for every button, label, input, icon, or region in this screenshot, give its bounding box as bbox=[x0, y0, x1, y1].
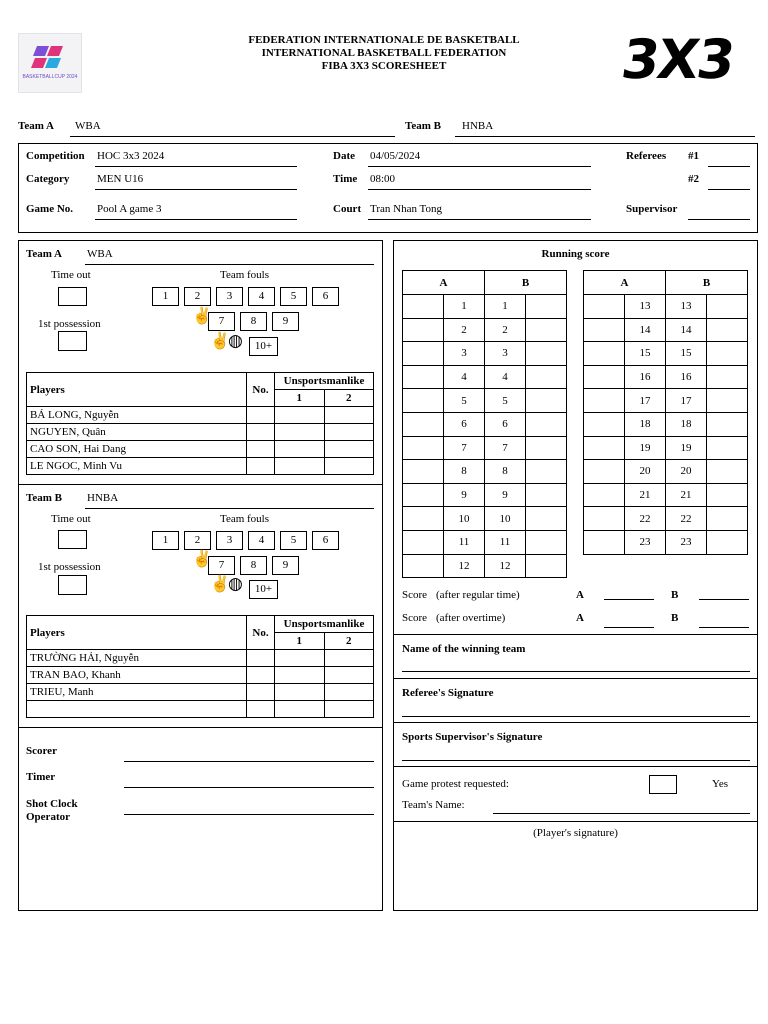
running-score-row bbox=[403, 412, 567, 436]
unsportsmanlike-1-cell[interactable] bbox=[275, 458, 325, 475]
unsportsmanlike-2-cell[interactable] bbox=[324, 684, 374, 701]
score-number-a: 14 bbox=[625, 318, 666, 342]
score-number-b: 17 bbox=[666, 389, 707, 413]
unsportsmanlike-1-cell[interactable] bbox=[275, 407, 325, 424]
category-label: Category bbox=[26, 173, 70, 185]
player-signature-label: (Player's signature) bbox=[533, 827, 618, 839]
team-b-foul-7[interactable]: 7 bbox=[208, 556, 235, 575]
team-a-panel-name: WBA bbox=[87, 248, 113, 260]
score-number-b: 21 bbox=[666, 483, 707, 507]
unsportsmanlike-1-cell[interactable] bbox=[275, 684, 325, 701]
score-number-b: 11 bbox=[485, 530, 526, 554]
running-score-col-a: A bbox=[584, 271, 666, 295]
running-score-row bbox=[584, 530, 748, 554]
competition-value[interactable]: HOC 3x3 2024 bbox=[97, 150, 165, 162]
score-number-a: 20 bbox=[625, 460, 666, 484]
supervisor-signature-line[interactable] bbox=[402, 760, 750, 761]
supervisor-label: Supervisor bbox=[626, 203, 678, 215]
score-number-a: 2 bbox=[444, 318, 485, 342]
date-label: Date bbox=[333, 150, 355, 162]
unsportsmanlike-2-cell[interactable] bbox=[324, 424, 374, 441]
score-regular-a-label: A bbox=[576, 589, 584, 601]
score-number-a: 1 bbox=[444, 295, 485, 319]
score-number-b: 12 bbox=[485, 554, 526, 578]
score-overtime-a-line[interactable] bbox=[604, 627, 654, 628]
team-b-foul-5[interactable]: 5 bbox=[280, 531, 307, 550]
unsportsmanlike-2: 2 bbox=[324, 633, 374, 650]
score-number-b: 13 bbox=[666, 295, 707, 319]
table-row bbox=[27, 424, 374, 441]
score-regular-sub: (after regular time) bbox=[436, 589, 520, 601]
score-number-b: 5 bbox=[485, 389, 526, 413]
winning-team-line[interactable] bbox=[402, 671, 750, 672]
score-mark-b[interactable] bbox=[526, 389, 567, 413]
running-score-row bbox=[403, 365, 567, 389]
team-a-foul-6[interactable]: 6 bbox=[312, 287, 339, 306]
running-score-col-b: B bbox=[666, 271, 748, 295]
score-mark-b[interactable] bbox=[526, 530, 567, 554]
unsportsmanlike-1-cell[interactable] bbox=[275, 650, 325, 667]
score-number-b: 4 bbox=[485, 365, 526, 389]
player-name[interactable]: TRƯỜNG HẢI, Nguyễn bbox=[27, 650, 247, 667]
referee-signature-line[interactable] bbox=[402, 716, 750, 717]
team-b-panel-label: Team B bbox=[26, 492, 62, 504]
team-a-possession-label: 1st possession bbox=[38, 318, 101, 330]
category-value[interactable]: MEN U16 bbox=[97, 173, 144, 185]
team-b-foul-2[interactable]: 2 bbox=[184, 531, 211, 550]
logo-left bbox=[18, 33, 82, 93]
player-name[interactable]: TRIEU, Manh bbox=[27, 684, 247, 701]
running-score-header bbox=[584, 271, 748, 295]
player-number[interactable] bbox=[247, 424, 275, 441]
score-mark-b[interactable] bbox=[526, 295, 567, 319]
team-name-label: Team's Name: bbox=[402, 799, 465, 811]
score-number-a: 5 bbox=[444, 389, 485, 413]
team-a-foul-4[interactable]: 4 bbox=[248, 287, 275, 306]
running-score-row bbox=[584, 436, 748, 460]
score-mark-a[interactable] bbox=[403, 483, 444, 507]
team-a-name[interactable]: WBA bbox=[75, 120, 101, 132]
player-name[interactable]: LE NGOC, Minh Vu bbox=[27, 458, 247, 475]
running-score-row bbox=[584, 365, 748, 389]
team-a-foul-3[interactable]: 3 bbox=[216, 287, 243, 306]
player-number[interactable] bbox=[247, 407, 275, 424]
score-number-a: 13 bbox=[625, 295, 666, 319]
unsportsmanlike-2: 2 bbox=[324, 390, 374, 407]
score-overtime-a-label: A bbox=[576, 612, 584, 624]
score-mark-a[interactable] bbox=[403, 295, 444, 319]
scorer-label: Scorer bbox=[26, 745, 57, 757]
score-number-a: 18 bbox=[625, 412, 666, 436]
running-score-header bbox=[403, 271, 567, 295]
score-mark-a[interactable] bbox=[584, 412, 625, 436]
score-number-b: 14 bbox=[666, 318, 707, 342]
game-no-label: Game No. bbox=[26, 203, 74, 215]
table-row bbox=[27, 441, 374, 458]
score-mark-a[interactable] bbox=[584, 507, 625, 531]
score-number-a: 21 bbox=[625, 483, 666, 507]
score-number-b: 18 bbox=[666, 412, 707, 436]
player-name[interactable]: CAO SON, Hai Dang bbox=[27, 441, 247, 458]
score-number-a: 17 bbox=[625, 389, 666, 413]
unsportsmanlike-2-cell[interactable] bbox=[324, 458, 374, 475]
running-score-row bbox=[403, 530, 567, 554]
team-name-line[interactable] bbox=[493, 813, 750, 814]
score-mark-a[interactable] bbox=[584, 389, 625, 413]
unsportsmanlike-1: 1 bbox=[275, 633, 325, 650]
score-number-b: 10 bbox=[485, 507, 526, 531]
score-mark-b[interactable] bbox=[707, 412, 748, 436]
score-number-b: 3 bbox=[485, 342, 526, 366]
team-a-foul-7[interactable]: 7 bbox=[208, 312, 235, 331]
score-mark-b[interactable] bbox=[707, 530, 748, 554]
score-mark-a[interactable] bbox=[584, 483, 625, 507]
team-a-foul-8[interactable]: 8 bbox=[240, 312, 267, 331]
game-no-value[interactable]: Pool A game 3 bbox=[97, 203, 162, 215]
score-number-b: 8 bbox=[485, 460, 526, 484]
score-mark-a[interactable] bbox=[403, 365, 444, 389]
team-b-possession-box[interactable] bbox=[58, 575, 87, 595]
team-b-foul-3[interactable]: 3 bbox=[216, 531, 243, 550]
score-number-b: 7 bbox=[485, 436, 526, 460]
running-score-row bbox=[403, 483, 567, 507]
score-number-a: 9 bbox=[444, 483, 485, 507]
header-line-2: INTERNATIONAL BASKETBALL FEDERATION bbox=[261, 47, 507, 59]
running-score-row bbox=[403, 318, 567, 342]
team-b-foul-6[interactable]: 6 bbox=[312, 531, 339, 550]
team-b-foul-8[interactable]: 8 bbox=[240, 556, 267, 575]
running-score-row bbox=[584, 342, 748, 366]
logo-left-text: BASKETBALLCUP 2024 bbox=[22, 74, 78, 80]
team-b-foul-10plus[interactable]: 10+ bbox=[249, 580, 278, 599]
team-a-possession-box[interactable] bbox=[58, 331, 87, 351]
score-number-a: 3 bbox=[444, 342, 485, 366]
player-number[interactable] bbox=[247, 458, 275, 475]
score-mark-b[interactable] bbox=[707, 365, 748, 389]
score-mark-b[interactable] bbox=[707, 483, 748, 507]
score-number-a: 7 bbox=[444, 436, 485, 460]
basketball-cup-logo-icon bbox=[19, 34, 81, 92]
supervisor-signature-label: Sports Supervisor's Signature bbox=[402, 731, 543, 743]
score-number-a: 10 bbox=[444, 507, 485, 531]
team-b-foul-9[interactable]: 9 bbox=[272, 556, 299, 575]
score-mark-a[interactable] bbox=[403, 436, 444, 460]
score-mark-b[interactable] bbox=[526, 507, 567, 531]
score-number-b: 9 bbox=[485, 483, 526, 507]
running-score-col-a: A bbox=[403, 271, 485, 295]
score-mark-a[interactable] bbox=[584, 530, 625, 554]
score-mark-b[interactable] bbox=[526, 554, 567, 578]
score-mark-a[interactable] bbox=[584, 342, 625, 366]
team-a-fouls-label: Team fouls bbox=[220, 269, 270, 281]
score-mark-b[interactable] bbox=[707, 436, 748, 460]
running-score-row bbox=[403, 507, 567, 531]
score-number-b: 19 bbox=[666, 436, 707, 460]
running-score-row bbox=[584, 483, 748, 507]
court-value[interactable]: Tran Nhan Tong bbox=[370, 203, 442, 215]
protest-yes: Yes bbox=[712, 778, 729, 790]
referee-1-label: #1 bbox=[688, 150, 699, 162]
hand-gesture-icon: ✌ bbox=[192, 308, 212, 325]
team-b-foul-4[interactable]: 4 bbox=[248, 531, 275, 550]
time-label: Time bbox=[333, 173, 358, 185]
team-a-foul-2[interactable]: 2 bbox=[184, 287, 211, 306]
unsportsmanlike-1-cell[interactable] bbox=[275, 667, 325, 684]
running-score-row bbox=[403, 436, 567, 460]
hand-gesture-icon: ✌ bbox=[210, 333, 230, 350]
team-a-foul-5[interactable]: 5 bbox=[280, 287, 307, 306]
running-score-row bbox=[403, 389, 567, 413]
score-number-a: 4 bbox=[444, 365, 485, 389]
unsportsmanlike-2-cell[interactable] bbox=[324, 701, 374, 718]
players-header: Players bbox=[27, 616, 247, 650]
score-mark-a[interactable] bbox=[403, 554, 444, 578]
table-row bbox=[27, 684, 374, 701]
unsportsmanlike-1-cell[interactable] bbox=[275, 424, 325, 441]
running-score-row bbox=[403, 342, 567, 366]
running-score-row bbox=[584, 507, 748, 531]
running-score-right bbox=[583, 270, 748, 555]
shot-clock-operator-label: Operator bbox=[26, 811, 70, 823]
running-score-row bbox=[403, 554, 567, 578]
score-mark-b[interactable] bbox=[526, 412, 567, 436]
score-number-a: 23 bbox=[625, 530, 666, 554]
score-number-a: 15 bbox=[625, 342, 666, 366]
logo-right-text: 3X3 bbox=[617, 28, 738, 91]
score-mark-a[interactable] bbox=[403, 389, 444, 413]
team-a-label: Team A bbox=[18, 120, 54, 132]
score-overtime-b-line[interactable] bbox=[699, 627, 749, 628]
team-b-panel-name: HNBA bbox=[87, 492, 119, 504]
table-row bbox=[27, 458, 374, 475]
team-a-foul-1[interactable]: 1 bbox=[152, 287, 179, 306]
team-b-foul-1[interactable]: 1 bbox=[152, 531, 179, 550]
unsportsmanlike-1-cell[interactable] bbox=[275, 441, 325, 458]
header-line-1: FEDERATION INTERNATIONALE DE BASKETBALL bbox=[248, 34, 520, 46]
table-row bbox=[27, 407, 374, 424]
score-mark-b[interactable] bbox=[707, 342, 748, 366]
running-score-row bbox=[403, 295, 567, 319]
hand-gesture-icon: ✌ bbox=[210, 576, 230, 593]
unsportsmanlike-2-cell[interactable] bbox=[324, 650, 374, 667]
player-name[interactable]: NGUYEN, Quân bbox=[27, 424, 247, 441]
score-mark-b[interactable] bbox=[707, 318, 748, 342]
court-label: Court bbox=[333, 203, 362, 215]
protest-label: Game protest requested: bbox=[402, 778, 509, 790]
team-b-name[interactable]: HNBA bbox=[462, 120, 494, 132]
score-mark-b[interactable] bbox=[526, 436, 567, 460]
score-number-a: 6 bbox=[444, 412, 485, 436]
score-number-b: 16 bbox=[666, 365, 707, 389]
player-name[interactable]: TRAN BAO, Khanh bbox=[27, 667, 247, 684]
score-regular-label: Score bbox=[402, 589, 428, 601]
running-score-left bbox=[402, 270, 567, 578]
unsportsmanlike-2-cell[interactable] bbox=[324, 407, 374, 424]
team-b-possession-label: 1st possession bbox=[38, 561, 101, 573]
player-number[interactable] bbox=[247, 701, 275, 718]
referee-signature-label: Referee's Signature bbox=[402, 687, 494, 699]
unsportsmanlike-2-cell[interactable] bbox=[324, 667, 374, 684]
logo-right-3x3 bbox=[617, 28, 760, 91]
running-score-row bbox=[584, 295, 748, 319]
player-number[interactable] bbox=[247, 650, 275, 667]
score-mark-b[interactable] bbox=[526, 318, 567, 342]
unsportsmanlike-1: 1 bbox=[275, 390, 325, 407]
table-row bbox=[27, 701, 374, 718]
score-number-b: 22 bbox=[666, 507, 707, 531]
team-b-timeout-label: Time out bbox=[51, 513, 91, 525]
score-mark-b[interactable] bbox=[526, 460, 567, 484]
score-mark-a[interactable] bbox=[584, 436, 625, 460]
score-mark-b[interactable] bbox=[707, 389, 748, 413]
competition-label: Competition bbox=[26, 150, 85, 162]
score-number-a: 16 bbox=[625, 365, 666, 389]
score-number-a: 22 bbox=[625, 507, 666, 531]
timer-label: Timer bbox=[26, 771, 56, 783]
score-overtime-label: Score bbox=[402, 612, 428, 624]
score-mark-a[interactable] bbox=[584, 295, 625, 319]
running-score-row bbox=[584, 412, 748, 436]
score-regular-a-line[interactable] bbox=[604, 599, 654, 600]
shot-clock-label: Shot Clock bbox=[26, 798, 78, 810]
referee-2-label: #2 bbox=[688, 173, 699, 185]
protest-checkbox[interactable] bbox=[649, 775, 677, 794]
score-mark-b[interactable] bbox=[707, 295, 748, 319]
no-header: No. bbox=[247, 616, 275, 650]
running-score-title: Running score bbox=[541, 248, 610, 260]
header-line-3: FIBA 3X3 SCORESHEET bbox=[321, 60, 447, 72]
team-a-foul-10plus[interactable]: 10+ bbox=[249, 337, 278, 356]
score-mark-b[interactable] bbox=[526, 365, 567, 389]
score-regular-b-label: B bbox=[671, 589, 679, 601]
score-mark-b[interactable] bbox=[707, 460, 748, 484]
score-number-b: 6 bbox=[485, 412, 526, 436]
score-mark-a[interactable] bbox=[403, 460, 444, 484]
unsportsmanlike-header: Unsportsmanlike bbox=[275, 373, 374, 390]
unsportsmanlike-2-cell[interactable] bbox=[324, 441, 374, 458]
score-mark-a[interactable] bbox=[403, 342, 444, 366]
player-number[interactable] bbox=[247, 684, 275, 701]
winning-team-label: Name of the winning team bbox=[402, 643, 526, 655]
score-number-b: 2 bbox=[485, 318, 526, 342]
running-score-row bbox=[584, 318, 748, 342]
team-b-fouls-label: Team fouls bbox=[220, 513, 270, 525]
players-header: Players bbox=[27, 373, 247, 407]
team-a-timeout-label: Time out bbox=[51, 269, 91, 281]
basketball-icon: ◍ bbox=[228, 574, 243, 593]
team-a-timeout-box[interactable] bbox=[58, 287, 87, 306]
team-a-foul-9[interactable]: 9 bbox=[272, 312, 299, 331]
score-number-b: 1 bbox=[485, 295, 526, 319]
score-mark-b[interactable] bbox=[707, 507, 748, 531]
running-score-col-b: B bbox=[485, 271, 567, 295]
no-header: No. bbox=[247, 373, 275, 407]
score-number-a: 11 bbox=[444, 530, 485, 554]
table-row bbox=[27, 667, 374, 684]
score-mark-a[interactable] bbox=[584, 365, 625, 389]
score-mark-a[interactable] bbox=[403, 530, 444, 554]
team-b-label: Team B bbox=[405, 120, 441, 132]
score-mark-a[interactable] bbox=[403, 412, 444, 436]
score-mark-b[interactable] bbox=[526, 342, 567, 366]
time-value[interactable]: 08:00 bbox=[370, 173, 396, 185]
score-mark-a[interactable] bbox=[584, 460, 625, 484]
score-mark-a[interactable] bbox=[584, 318, 625, 342]
team-b-players-table bbox=[26, 615, 374, 718]
score-number-b: 15 bbox=[666, 342, 707, 366]
score-regular-b-line[interactable] bbox=[699, 599, 749, 600]
score-overtime-b-label: B bbox=[671, 612, 679, 624]
team-a-players-table bbox=[26, 372, 374, 475]
date-value[interactable]: 04/05/2024 bbox=[370, 150, 421, 162]
unsportsmanlike-header: Unsportsmanlike bbox=[275, 616, 374, 633]
score-number-b: 23 bbox=[666, 530, 707, 554]
running-score-row bbox=[584, 460, 748, 484]
score-number-a: 19 bbox=[625, 436, 666, 460]
score-overtime-sub: (after overtime) bbox=[436, 612, 506, 624]
score-number-a: 8 bbox=[444, 460, 485, 484]
player-name[interactable]: BÁ LONG, Nguyễn bbox=[27, 407, 247, 424]
score-mark-a[interactable] bbox=[403, 318, 444, 342]
running-score-row bbox=[403, 460, 567, 484]
team-a-panel-label: Team A bbox=[26, 248, 62, 260]
running-score-row bbox=[584, 389, 748, 413]
player-name[interactable] bbox=[27, 701, 247, 718]
hand-gesture-icon: ✌ bbox=[192, 551, 212, 568]
score-mark-a[interactable] bbox=[403, 507, 444, 531]
player-number[interactable] bbox=[247, 441, 275, 458]
referees-label: Referees bbox=[626, 150, 667, 162]
unsportsmanlike-1-cell[interactable] bbox=[275, 701, 325, 718]
score-number-a: 12 bbox=[444, 554, 485, 578]
team-b-timeout-box[interactable] bbox=[58, 530, 87, 549]
score-mark-b[interactable] bbox=[526, 483, 567, 507]
score-number-b: 20 bbox=[666, 460, 707, 484]
player-number[interactable] bbox=[247, 667, 275, 684]
basketball-icon: ◍ bbox=[228, 331, 243, 350]
table-row bbox=[27, 650, 374, 667]
